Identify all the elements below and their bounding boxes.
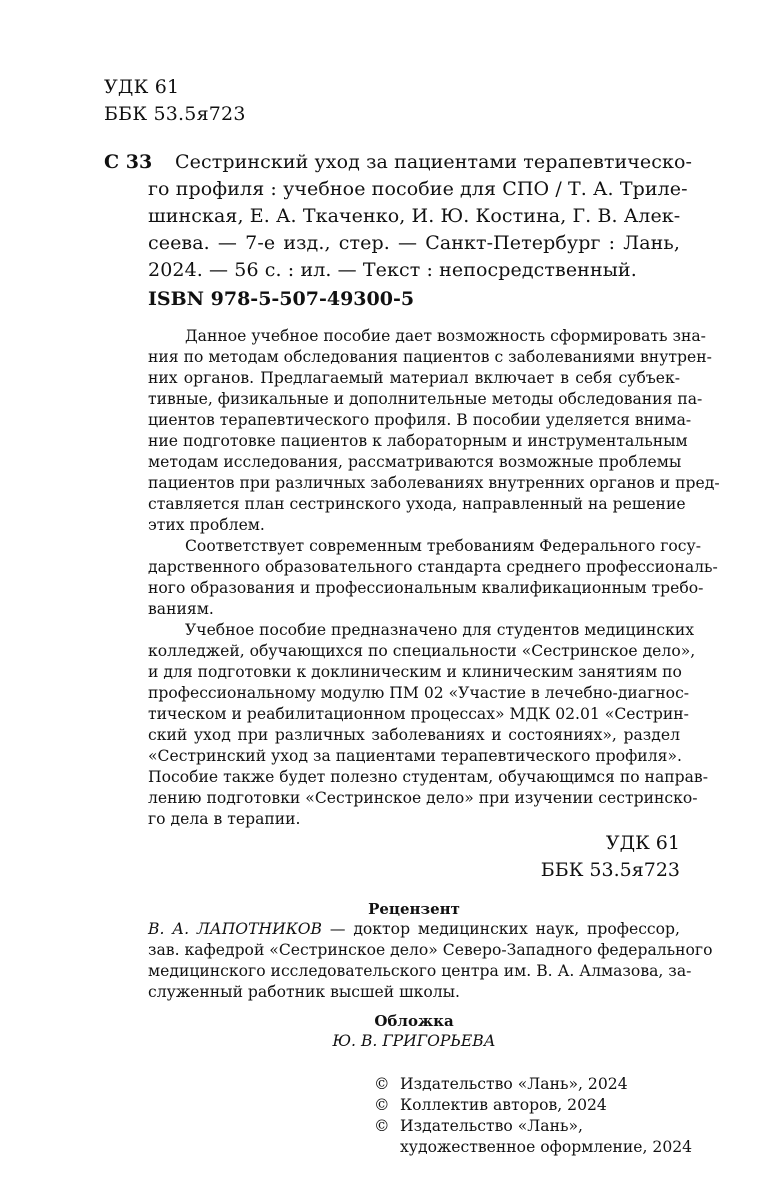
annotation-line: дарственного образовательного стандарта среднего профессиональ- — [148, 558, 718, 576]
copyright-text: Издательство «Лань», 2024 — [400, 1075, 628, 1093]
annotation-line: них органов. Предлагаемый материал включает в себя субъек- — [148, 369, 680, 387]
reviewer-line: служенный работник высшей школы. — [148, 983, 461, 1001]
reviewer-heading: Рецензент — [368, 900, 460, 918]
annotation-line: ский уход при различных заболеваниях и состояниях», раздел — [148, 726, 680, 744]
bib-line: го профиля : учебное пособие для СПО / Т. А. Трилe- — [148, 178, 688, 200]
copyright-symbol: © — [374, 1096, 390, 1114]
bbk-code-repeat: ББК 53.5я723 — [540, 859, 680, 881]
annotation-line: Соответствует современным требованиям Федерального госу- — [185, 537, 701, 555]
copyright-continuation: художественное оформление, 2024 — [400, 1138, 693, 1156]
bib-line: Сестринский уход за пациентами терапевтическо- — [175, 151, 693, 173]
copyright-text: Издательство «Лань», — [400, 1117, 583, 1135]
bib-line: 2024. — 56 с. : ил. — Текст : непосредственный. — [148, 259, 637, 281]
udk-code-repeat: УДК 61 — [605, 832, 680, 854]
annotation-line: колледжей, обучающихся по специальности «Сестринское дело», — [148, 642, 696, 660]
annotation-line: методам исследования, рассматриваются возможные проблемы — [148, 453, 682, 471]
annotation-line: «Сестринский уход за пациентами терапевтического профиля». — [148, 747, 682, 765]
annotation-line: ставляется план сестринского ухода, направленный на решение — [148, 495, 686, 513]
reviewer-line: медицинского исследовательского центра им. В. А. Алмазова, за- — [148, 962, 692, 980]
reviewer-name: В. А. ЛАПОТНИКОВ — [148, 920, 323, 938]
reviewer-line-text: — доктор медицинских наук, профессор, — [322, 920, 680, 938]
copyright-text: Коллектив авторов, 2024 — [400, 1096, 607, 1114]
copyright-line — [374, 1075, 628, 1093]
annotation-line: го дела в терапии. — [148, 810, 301, 828]
annotation-line: пациентов при различных заболеваниях внутренних органов и пред- — [148, 474, 720, 492]
annotation-line: профессиональному модулю ПМ 02 «Участие в лечебно-диагнос- — [148, 684, 690, 702]
annotation-line: ния по методам обследования пациентов с заболеваниями внутрен- — [148, 348, 712, 366]
udk-code: УДК 61 — [104, 76, 180, 98]
annotation-line: Учебное пособие предназначено для студентов медицинских — [185, 621, 695, 639]
bib-line: шинская, Е. А. Ткаченко, И. Ю. Костина, Г. В. Алек- — [148, 205, 681, 227]
isbn: ISBN 978-5-507-49300-5 — [148, 288, 415, 310]
cover-heading: Обложка — [374, 1012, 454, 1030]
copyright-line — [374, 1096, 607, 1114]
reviewer-line-1 — [148, 920, 680, 938]
annotation-line: этих проблем. — [148, 516, 265, 534]
bib-line: сеева. — 7-е изд., стер. — Санкт-Петербург : Лань, — [148, 232, 680, 254]
copyright-symbol: © — [374, 1117, 390, 1135]
annotation-line: циентов терапевтического профиля. В пособии уделяется внима- — [148, 411, 692, 429]
cover-designer: Ю. В. ГРИГОРЬЕВА — [332, 1032, 496, 1050]
copyright-line — [374, 1117, 583, 1135]
annotation-line: лению подготовки «Сестринское дело» при изучении сестринско- — [148, 789, 698, 807]
annotation-line: ние подготовке пациентов к лабораторным и инструментальным — [148, 432, 688, 450]
annotation-line: тивные, физикальные и дополнительные методы обследования па- — [148, 390, 703, 408]
annotation-line: Данное учебное пособие дает возможность сформировать зна- — [185, 327, 706, 345]
copyright-symbol: © — [374, 1075, 390, 1093]
annotation-line: и для подготовки к доклиническим и клиническим занятиям по — [148, 663, 682, 681]
annotation-line: ваниям. — [148, 600, 214, 618]
author-sign: С 33 — [104, 151, 153, 173]
annotation-line: Пособие также будет полезно студентам, обучающимся по направ- — [148, 768, 708, 786]
annotation-line: ного образования и профессиональным квалификационным требо- — [148, 579, 704, 597]
annotation-line: тическом и реабилитационном процессах» МДК 02.01 «Сестрин- — [148, 705, 689, 723]
reviewer-line: зав. кафедрой «Сестринское дело» Северо-Западного федерального — [148, 941, 713, 959]
bbk-code: ББК 53.5я723 — [104, 103, 246, 125]
